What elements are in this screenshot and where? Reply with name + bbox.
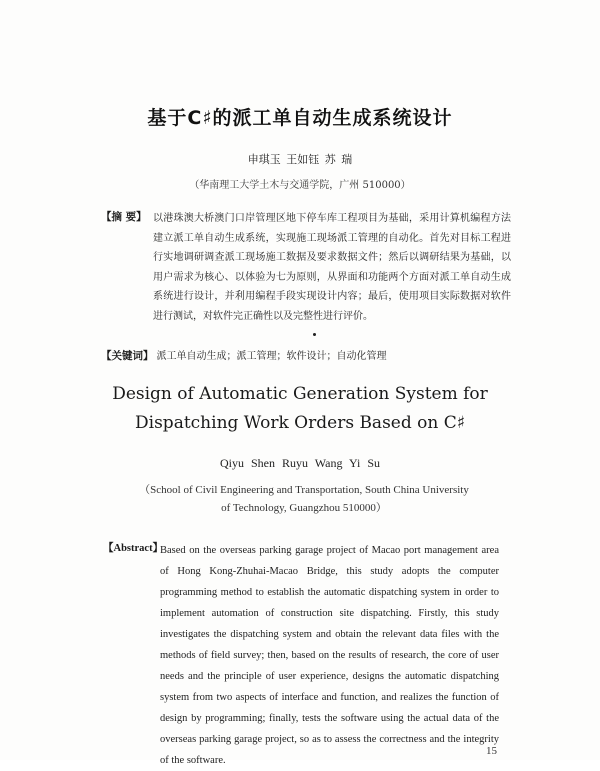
english-authors: Qiyu Shen Ruyu Wang Yi Su [219,456,381,470]
english-abstract-text: Based on the overseas parking garage project of Macao port management area of Hong Kong-Zhuhai-Macao Bridge, this study adopts the computer programming method to establish the automatic dispatching system in order to implement automation of construction site dispatching. Firstly, this study investigates the dispatching system and obtain the relevant data files with the methods of field survey; then, based on the results of research, the core of user needs and the principle of user experience, designs the automatic dispatching system from two aspects of interface and function, and realizes the function of design by programming; finally, tests the software using the actual data of the overseas parking garage project, so as to assess the correctness and the integrity of the software. [160,545,499,766]
english-abstract-label: 【Abstract】 [103,543,164,554]
english-affiliation: （School of Civil Engineering and Transportation, South China University of Technology, Guangzhou 510000） [139,484,469,514]
english-abstract-block [103,540,499,771]
chinese-keywords-label: 【关键词】 [101,350,154,362]
chinese-keywords-block [101,346,511,364]
page-number: 15 [486,745,497,757]
chinese-title: 基于C♯的派工单自动生成系统设计 [147,107,453,129]
chinese-abstract-label: 【摘 要】 [101,211,147,223]
chinese-keywords-text: 派工单自动生成；派工管理；软件设计；自动化管理 [156,351,387,362]
stray-dot [313,333,316,336]
english-title-line-2: Dispatching Work Orders Based on C♯ [135,413,465,433]
chinese-abstract-block [101,209,511,327]
chinese-affiliation: （华南理工大学土木与交通学院，广州 510000） [189,180,411,191]
english-title-line-1: Design of Automatic Generation System for [112,384,488,404]
chinese-abstract-text: 以港珠澳大桥澳门口岸管理区地下停车库工程项目为基础，采用计算机编程方法建立派工单自动生成系统，实现施工现场派工管理的自动化。首先对目标工程进行实地调研调查派工现场施工数据及要求数据文件；然后以调研结果为基础，以用户需求为核心、以体验为七为原则，从界面和功能两个方面对派工单自动生成系统进行设计，并利用编程手段实现设计内容；最后，使用项目实际数据对软件进行测试，对软件完正确性以及完整性进行评价。 [153,213,511,322]
english-title [0,380,600,438]
chinese-authors: 申琪玉 王如钰 苏 瑞 [247,153,353,166]
